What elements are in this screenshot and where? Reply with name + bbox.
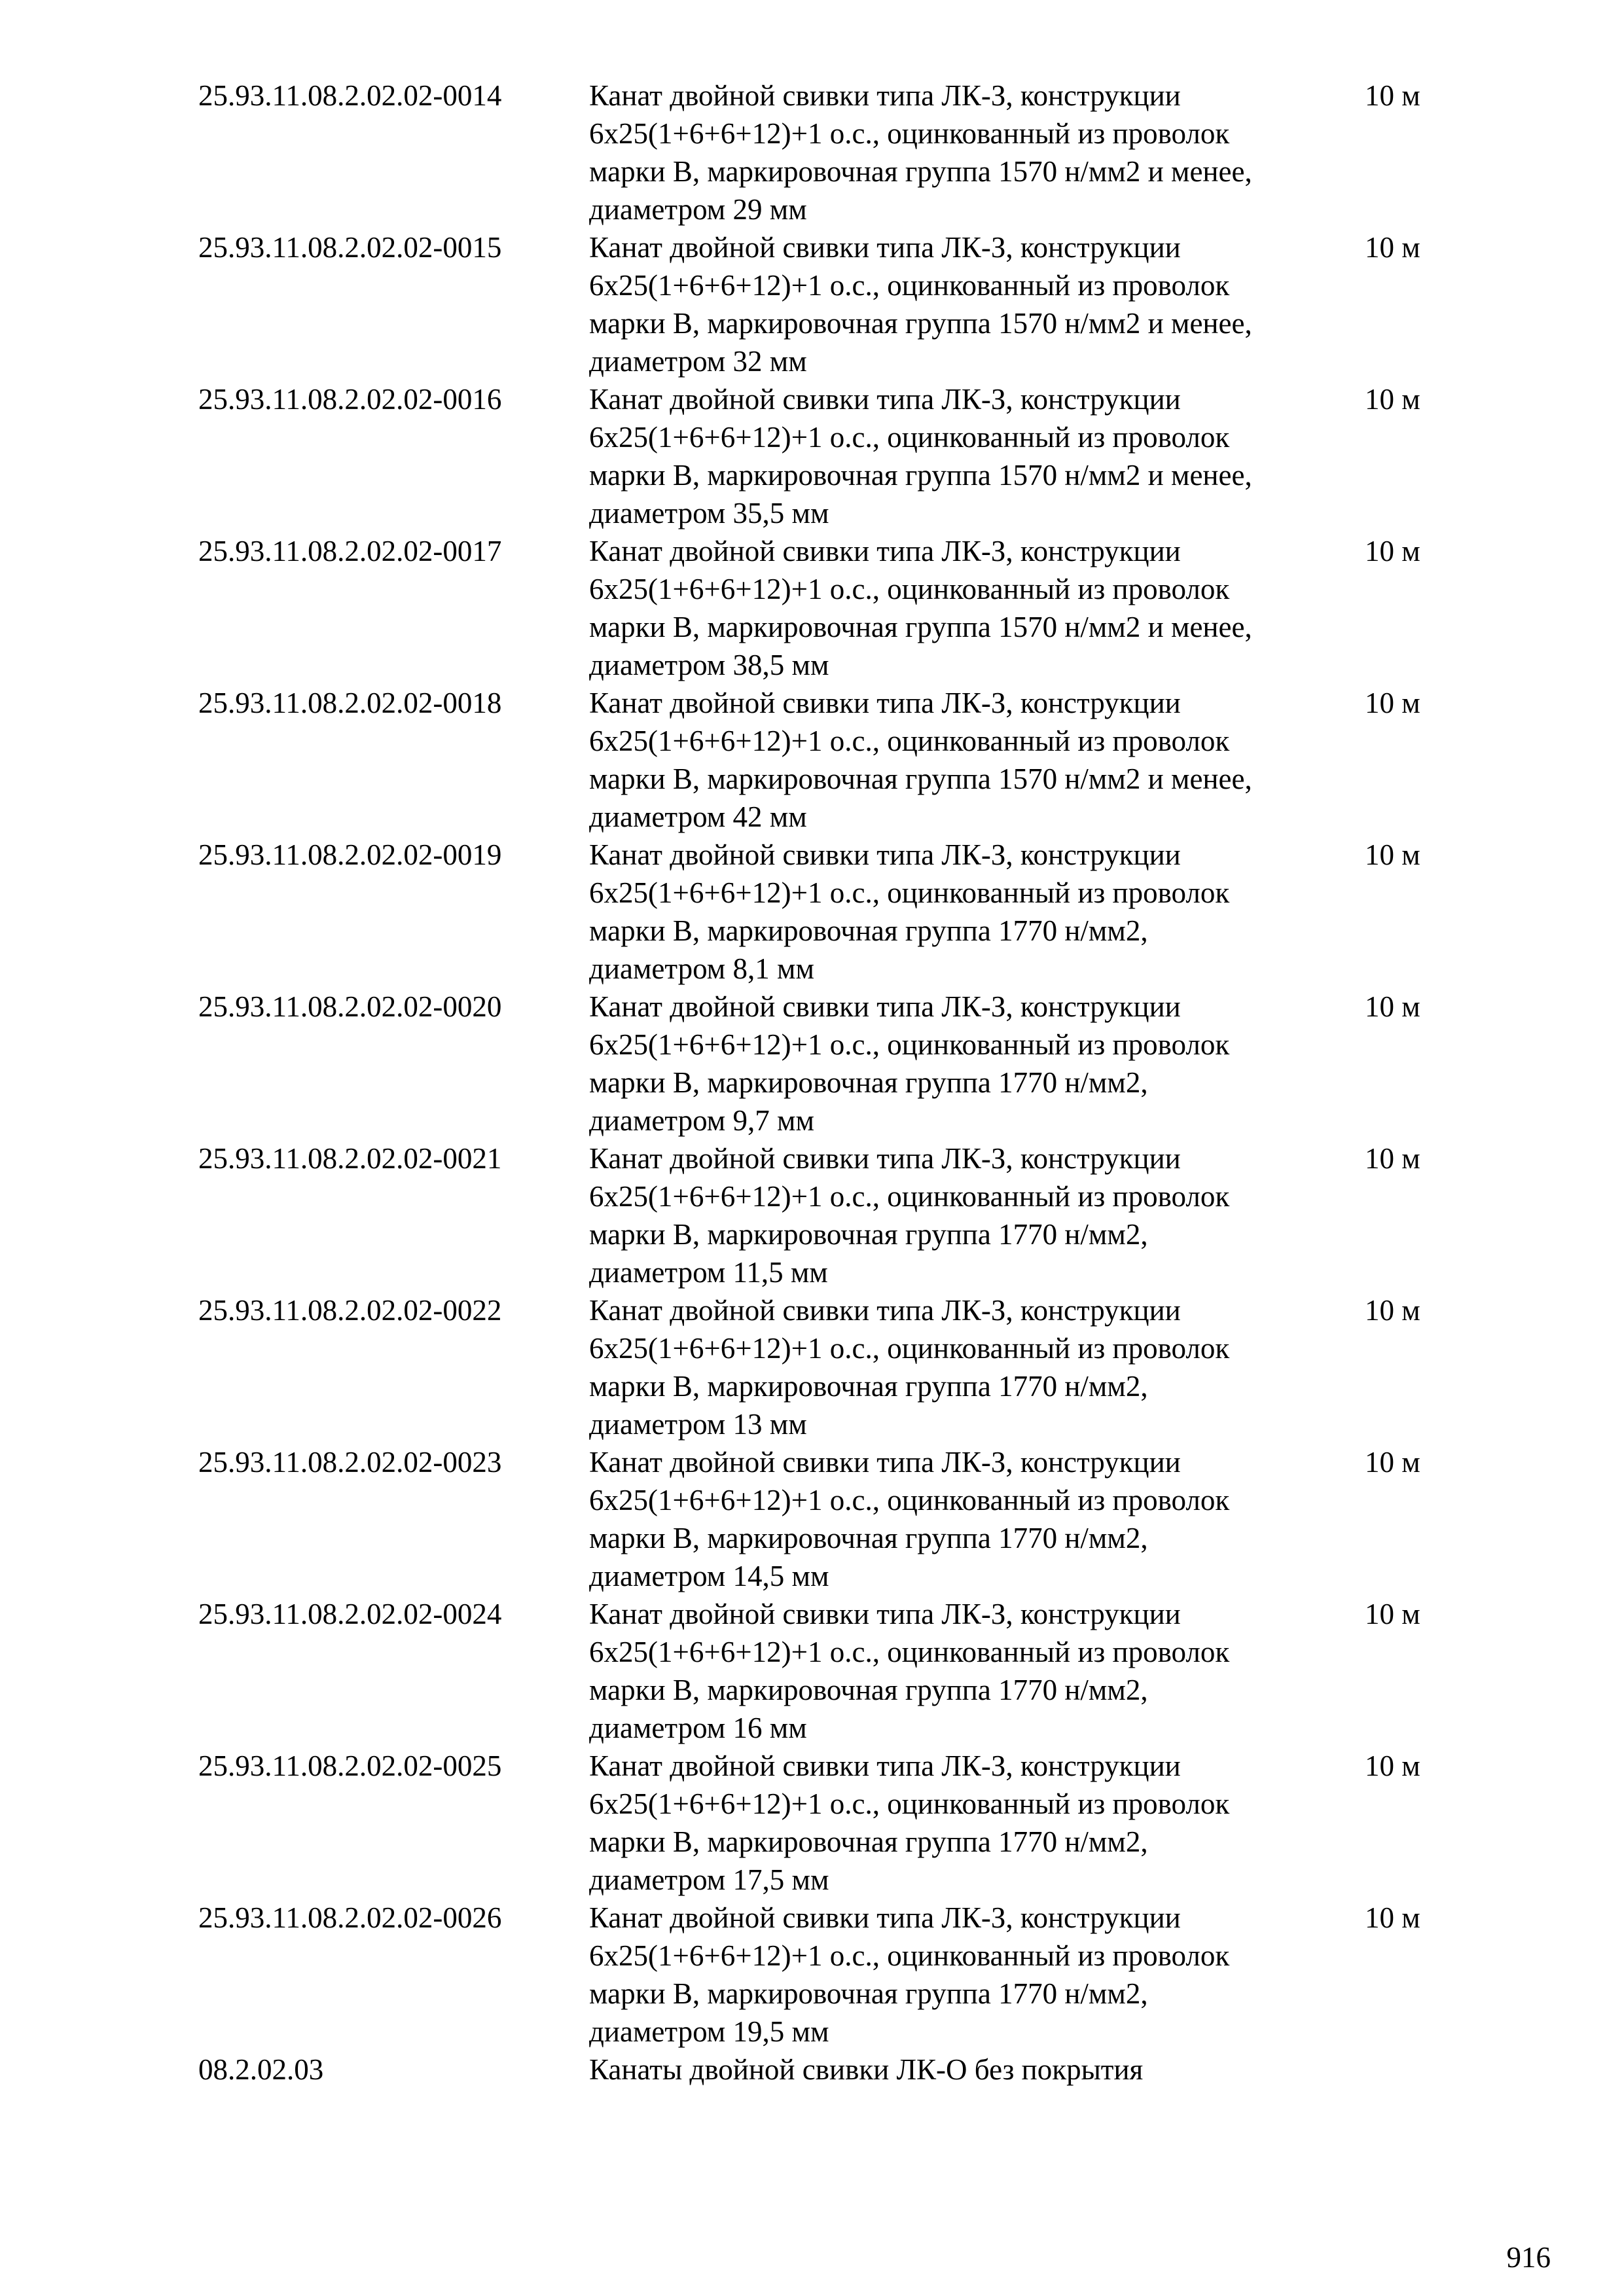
resource-code: 25.93.11.08.2.02.02-0018 [198,687,502,719]
table-row [198,836,1475,988]
resource-code: 25.93.11.08.2.02.02-0020 [198,990,502,1023]
table-row [198,228,1475,380]
resource-description: Канат двойной свивки типа ЛК-З, конструкции 6х25(1+6+6+12)+1 о.с., оцинкованный из проволок марки В, маркировочная группа 1770 н/мм2, диаметром 16 мм [589,1598,1230,1744]
table-row [198,684,1475,836]
resource-description: Канат двойной свивки типа ЛК-З, конструкции 6х25(1+6+6+12)+1 о.с., оцинкованный из проволок марки В, маркировочная группа 1770 н/мм2, диаметром 11,5 мм [589,1142,1230,1289]
resource-description: Канат двойной свивки типа ЛК-З, конструкции 6х25(1+6+6+12)+1 о.с., оцинкованный из проволок марки В, маркировочная группа 1770 н/мм2, диаметром 9,7 мм [589,990,1230,1137]
resource-unit: 10 м [1365,687,1420,719]
resource-table [198,77,1475,2089]
section-code: 08.2.02.03 [198,2053,324,2086]
resource-code: 25.93.11.08.2.02.02-0014 [198,79,502,112]
resource-description: Канат двойной свивки типа ЛК-З, конструкции 6х25(1+6+6+12)+1 о.с., оцинкованный из проволок марки В, маркировочная группа 1770 н/мм2, диаметром 17,5 мм [589,1749,1230,1896]
resource-unit: 10 м [1365,1598,1420,1630]
resource-description: Канат двойной свивки типа ЛК-З, конструкции 6х25(1+6+6+12)+1 о.с., оцинкованный из проволок марки В, маркировочная группа 1570 н/мм2 и менее, диаметром 38,5 мм [589,535,1252,681]
table-row [198,1899,1475,2051]
resource-unit: 10 м [1365,1446,1420,1479]
resource-unit: 10 м [1365,1294,1420,1327]
resource-unit: 10 м [1365,383,1420,416]
resource-code: 25.93.11.08.2.02.02-0026 [198,1901,502,1934]
table-row [198,1595,1475,1747]
resource-code: 25.93.11.08.2.02.02-0019 [198,838,502,871]
resource-unit: 10 м [1365,231,1420,264]
resource-code: 25.93.11.08.2.02.02-0022 [198,1294,502,1327]
table-row [198,1291,1475,1443]
table-row [198,988,1475,1139]
resource-code: 25.93.11.08.2.02.02-0023 [198,1446,502,1479]
resource-code: 25.93.11.08.2.02.02-0017 [198,535,502,567]
table-row [198,1747,1475,1899]
resource-code: 25.93.11.08.2.02.02-0024 [198,1598,502,1630]
table-row [198,77,1475,228]
table-row [198,1443,1475,1595]
resource-unit: 10 м [1365,838,1420,871]
table-row [198,380,1475,532]
resource-code: 25.93.11.08.2.02.02-0016 [198,383,502,416]
resource-description: Канат двойной свивки типа ЛК-З, конструкции 6х25(1+6+6+12)+1 о.с., оцинкованный из проволок марки В, маркировочная группа 1570 н/мм2 и менее, диаметром 32 мм [589,231,1252,378]
resource-unit: 10 м [1365,1749,1420,1782]
resource-description: Канат двойной свивки типа ЛК-З, конструкции 6х25(1+6+6+12)+1 о.с., оцинкованный из проволок марки В, маркировочная группа 1770 н/мм2, диаметром 19,5 мм [589,1901,1230,2048]
resource-unit: 10 м [1365,1142,1420,1175]
resource-code: 25.93.11.08.2.02.02-0021 [198,1142,502,1175]
resource-code: 25.93.11.08.2.02.02-0025 [198,1749,502,1782]
page-number: 916 [1506,2241,1551,2274]
section-header-row [198,2051,1475,2089]
resource-description: Канат двойной свивки типа ЛК-З, конструкции 6х25(1+6+6+12)+1 о.с., оцинкованный из проволок марки В, маркировочная группа 1770 н/мм2, диаметром 14,5 мм [589,1446,1230,1592]
resource-unit: 10 м [1365,535,1420,567]
resource-unit: 10 м [1365,79,1420,112]
section-title: Канаты двойной свивки ЛК-О без покрытия [589,2053,1144,2086]
resource-unit: 10 м [1365,990,1420,1023]
resource-code: 25.93.11.08.2.02.02-0015 [198,231,502,264]
resource-description: Канат двойной свивки типа ЛК-З, конструкции 6х25(1+6+6+12)+1 о.с., оцинкованный из проволок марки В, маркировочная группа 1570 н/мм2 и менее, диаметром 29 мм [589,79,1252,226]
table-row [198,1139,1475,1291]
resource-description: Канат двойной свивки типа ЛК-З, конструкции 6х25(1+6+6+12)+1 о.с., оцинкованный из проволок марки В, маркировочная группа 1570 н/мм2 и менее, диаметром 42 мм [589,687,1252,833]
table-row [198,532,1475,684]
resource-description: Канат двойной свивки типа ЛК-З, конструкции 6х25(1+6+6+12)+1 о.с., оцинкованный из проволок марки В, маркировочная группа 1770 н/мм2, диаметром 13 мм [589,1294,1230,1441]
resource-unit: 10 м [1365,1901,1420,1934]
resource-description: Канат двойной свивки типа ЛК-З, конструкции 6х25(1+6+6+12)+1 о.с., оцинкованный из проволок марки В, маркировочная группа 1570 н/мм2 и менее, диаметром 35,5 мм [589,383,1252,529]
resource-description: Канат двойной свивки типа ЛК-З, конструкции 6х25(1+6+6+12)+1 о.с., оцинкованный из проволок марки В, маркировочная группа 1770 н/мм2, диаметром 8,1 мм [589,838,1230,985]
